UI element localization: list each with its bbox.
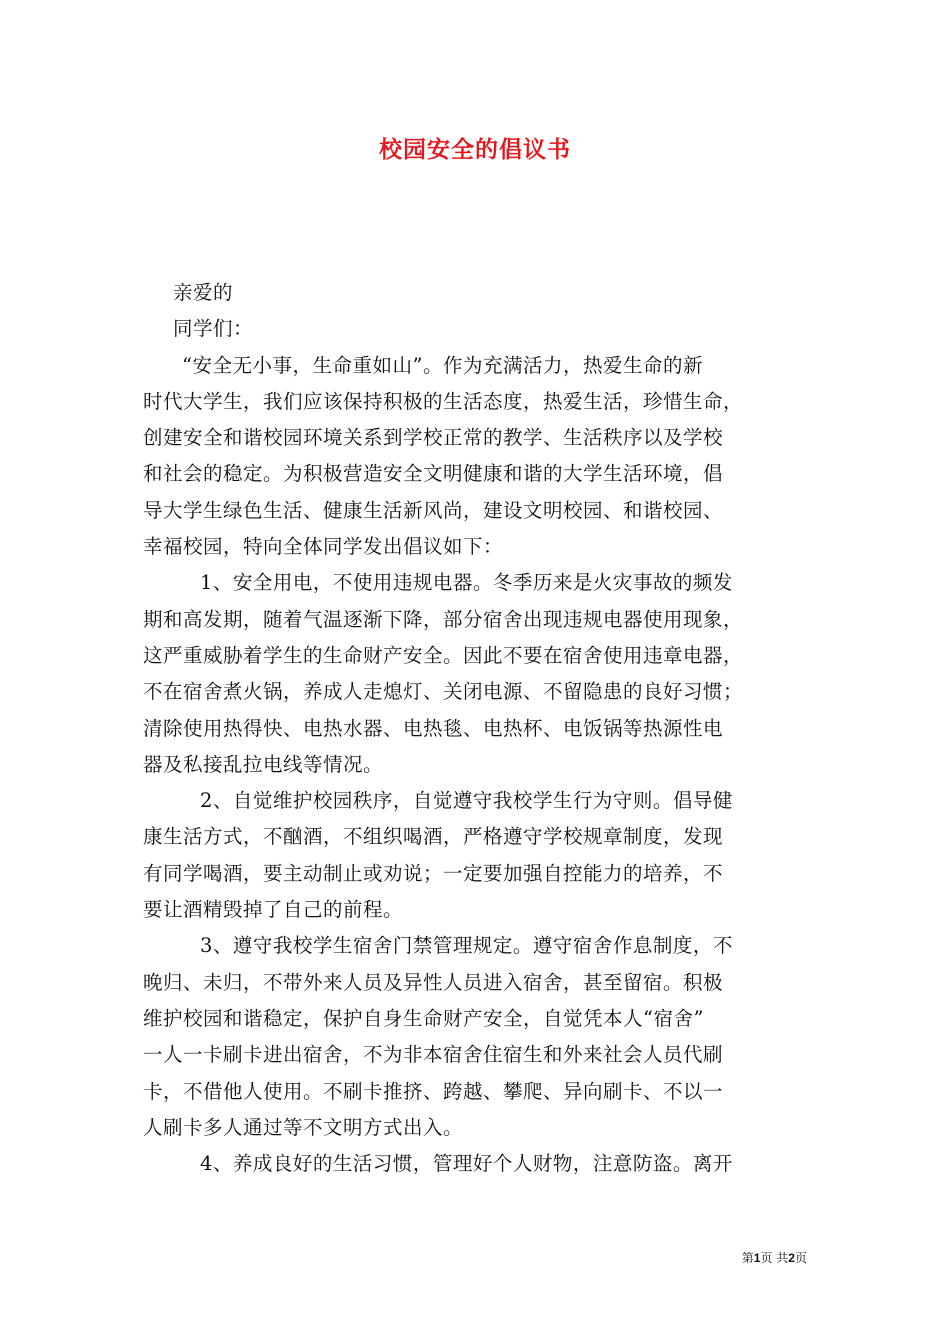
paragraph-line: 清除使用热得快、电热水器、电热毯、电热杯、电饭锅等热源性电 (143, 716, 724, 740)
footer-middle: 页 共 (760, 1251, 789, 1265)
paragraph-line: 创建安全和谐校园环境关系到学校正常的教学、生活秩序以及学校 (143, 426, 724, 450)
paragraph-line: 有同学喝酒，要主动制止或劝说；一定要加强自控能力的培养，不 (143, 861, 724, 885)
salutation-line-2: 同学们： (173, 317, 254, 341)
paragraph-line: 和社会的稳定。为积极营造安全文明健康和谐的大学生活环境，倡 (143, 462, 724, 486)
paragraph-line: 晚归、未归，不带外来人员及异性人员进入宿舍，甚至留宿。积极 (143, 970, 724, 994)
paragraph-line: 人刷卡多人通过等不文明方式出入。 (143, 1115, 464, 1139)
paragraph-line: 导大学生绿色生活、健康生活新风尚，建设文明校园、和谐校园、 (143, 498, 724, 522)
footer-page-number: 1 (753, 1251, 761, 1265)
footer-suffix: 页 (794, 1251, 807, 1265)
salutation-line-1: 亲爱的 (173, 281, 234, 304)
paragraph-line: 康生活方式，不酗酒，不组织喝酒，严格遵守学校规章制度，发现 (143, 825, 724, 849)
paragraph-line: 器及私接乱拉电线等情况。 (143, 752, 384, 776)
paragraph-line: 这严重威胁着学生的生命财产安全。因此不要在宿舍使用违章电器， (143, 643, 744, 667)
footer-total-pages: 2 (788, 1251, 795, 1265)
page-footer (742, 1249, 807, 1266)
paragraph-line: 维护校园和谐稳定，保护自身生命财产安全，自觉凭本人“宿舍” (143, 1006, 704, 1030)
paragraph-line: 幸福校园，特向全体同学发出倡议如下： (143, 535, 504, 559)
paragraph-line: 不在宿舍煮火锅，养成人走熄灯、关闭电源、不留隐患的良好习惯； (143, 680, 744, 704)
paragraph-line: 卡，不借他人使用。不刷卡推挤、跨越、攀爬、异向刷卡、不以一 (143, 1079, 724, 1103)
paragraph-line: “安全无小事，生命重如山”。作为充满活力，热爱生命的新 (182, 353, 703, 377)
paragraph-line: 1、安全用电，不使用违规电器。冬季历来是火灾事故的频发 (200, 571, 733, 595)
paragraph-line: 2、自觉维护校园秩序，自觉遵守我校学生行为守则。倡导健 (200, 789, 733, 813)
document-title: 校园安全的倡议书 (379, 136, 571, 163)
document-body (143, 275, 807, 1182)
paragraph-line: 要让酒精毁掉了自己的前程。 (143, 898, 404, 922)
paragraph-line: 一人一卡刷卡进出宿舍，不为非本宿舍住宿生和外来社会人员代刷 (143, 1043, 724, 1067)
footer-prefix: 第 (741, 1251, 754, 1265)
paragraph-line: 3、遵守我校学生宿舍门禁管理规定。遵守宿舍作息制度，不 (200, 934, 733, 958)
paragraph-line: 时代大学生，我们应该保持积极的生活态度，热爱生活，珍惜生命， (143, 389, 744, 413)
paragraph-line: 期和高发期，随着气温逐渐下降，部分宿舍出现违规电器使用现象， (143, 607, 744, 631)
paragraph-line: 4、养成良好的生活习惯，管理好个人财物，注意防盗。离开 (200, 1152, 733, 1176)
